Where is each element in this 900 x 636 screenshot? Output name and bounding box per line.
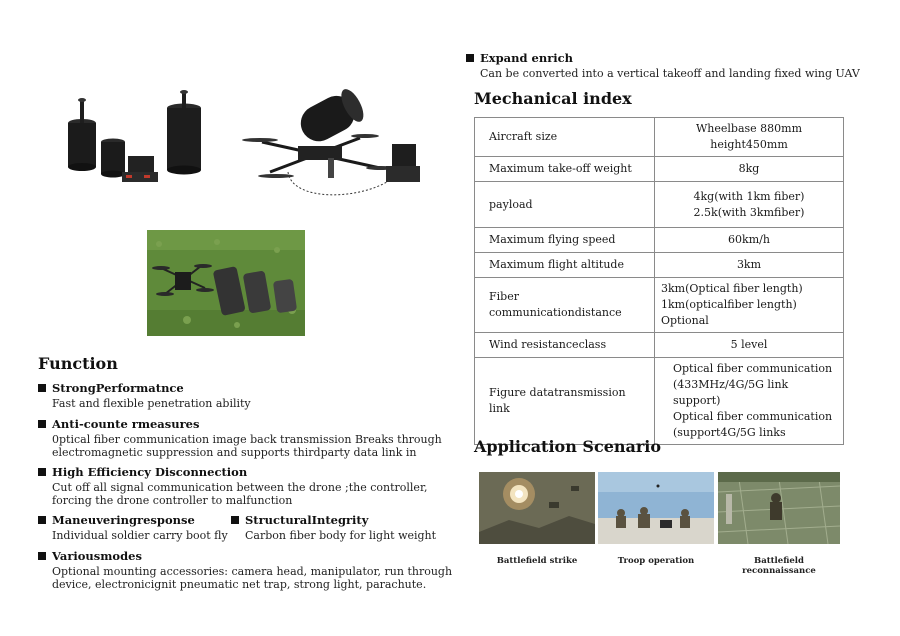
- spec-value-line: Optical fiber communication: [673, 362, 833, 375]
- spec-value-line: 4kg(with 1km fiber): [693, 189, 805, 203]
- scenario-caption: Battlefield reconnaissance: [742, 556, 816, 576]
- spec-value-line: 8kg: [738, 162, 760, 175]
- battlefield-strike-photo: [479, 472, 595, 544]
- spec-key: Aircraft size: [475, 118, 655, 157]
- feature-strong-performance: [38, 381, 438, 410]
- feature-maneuvering-response: [38, 513, 238, 542]
- feature-desc: Can be converted into a vertical takeoff and landing fixed wing UAV: [480, 67, 860, 80]
- scenario-caption: Troop operation: [617, 556, 695, 566]
- feature-various-modes: [38, 549, 458, 591]
- feature-desc: Individual soldier carry boot fly: [52, 529, 228, 542]
- scenario-troop-operation: [598, 472, 714, 566]
- feature-title: StructuralIntegrity: [245, 513, 369, 527]
- spec-value-line: (433MHz/4G/5G link support): [673, 378, 789, 407]
- bullet-square-icon: [38, 468, 46, 476]
- fiber-spool-small: [101, 139, 125, 178]
- spec-value: [655, 358, 844, 445]
- spec-value-line: 3km(Optical fiber length): [661, 282, 803, 295]
- spec-value-line: 5 level: [730, 338, 768, 351]
- spec-value-line: Optical fiber communication: [673, 410, 833, 423]
- scenario-battlefield-reconnaissance: [718, 472, 840, 576]
- spec-key: Fiber communicationdistance: [475, 278, 655, 333]
- spec-value: [655, 118, 844, 157]
- spec-value: [655, 253, 844, 278]
- troop-operation-photo: [598, 472, 714, 544]
- spec-value-line: Wheelbase 880mm height450mm: [695, 122, 803, 151]
- spec-value: [655, 228, 844, 253]
- mechanical-index-heading: Mechanical index: [474, 89, 632, 108]
- table-row: [475, 182, 844, 228]
- field-photo: [147, 230, 305, 336]
- feature-title: Variousmodes: [52, 549, 142, 563]
- spec-value: [655, 157, 844, 182]
- fiber-spool-large: [68, 98, 96, 171]
- bullet-square-icon: [38, 516, 46, 524]
- feature-desc-line-2: electromagnetic suppression and supports thirdparty data link in: [52, 446, 417, 459]
- feature-title: Maneuveringresponse: [52, 513, 195, 527]
- feature-anti-countermeasures: [38, 417, 458, 459]
- feature-title: Expand enrich: [480, 51, 573, 65]
- feature-desc: Fast and flexible penetration ability: [52, 397, 251, 410]
- spec-value-line: 60km/h: [728, 233, 770, 246]
- battlefield-reconnaissance-photo: [718, 472, 840, 544]
- spec-value-line: 2.5k(with 3kmfiber): [693, 205, 805, 219]
- table-row: [475, 228, 844, 253]
- function-heading: Function: [38, 354, 118, 373]
- scenario-caption: Battlefield strike: [496, 556, 578, 566]
- table-row: [475, 333, 844, 358]
- feature-desc-line-1: 0ptical fiber communication image back transmission Breaks through: [52, 433, 442, 446]
- spec-key: payload: [475, 182, 655, 228]
- scenario-battlefield-strike: [479, 472, 595, 566]
- spec-value-line: 3km: [736, 258, 762, 271]
- mechanical-index-table: [474, 117, 844, 445]
- application-scenario-heading: Application Scenario: [474, 437, 662, 456]
- drone-image: [242, 86, 420, 195]
- spec-key: Maximum take-off weight: [475, 157, 655, 182]
- table-row: [475, 253, 844, 278]
- spec-key: Wind resistanceclass: [475, 333, 655, 358]
- spec-value-line: 1km(opticalfiber length) Optional: [661, 298, 797, 327]
- spec-key: Maximum flight altitude: [475, 253, 655, 278]
- feature-high-efficiency-disconnection: [38, 465, 458, 507]
- feature-title: High Efficiency Disconnection: [52, 465, 248, 479]
- feature-desc-line-1: Optional mounting accessories: camera head, manipulator, run through: [52, 565, 453, 578]
- table-row: [475, 118, 844, 157]
- spec-key: Maximum flying speed: [475, 228, 655, 253]
- feature-desc: Carbon fiber body for light weight: [245, 529, 437, 542]
- feature-structural-integrity: [231, 513, 441, 542]
- bullet-square-icon: [38, 384, 46, 392]
- feature-desc-line-1: Cut off all signal communication between the drone ;the controller,: [52, 481, 428, 494]
- fiber-spool-tall: [167, 90, 201, 175]
- bullet-square-icon: [231, 516, 239, 524]
- feature-expand-enrich: [466, 51, 886, 80]
- controller-box: [122, 156, 158, 182]
- feature-desc-line-2: forcing the drone controller to malfunction: [52, 494, 293, 507]
- product-photo: [60, 80, 420, 205]
- spec-value: [655, 278, 844, 333]
- table-row: [475, 358, 844, 445]
- bullet-square-icon: [38, 420, 46, 428]
- spec-value: [655, 182, 844, 228]
- feature-title: Anti-counte rmeasures: [52, 417, 200, 431]
- table-row: [475, 278, 844, 333]
- bullet-square-icon: [466, 54, 474, 62]
- bullet-square-icon: [38, 552, 46, 560]
- spec-value: [655, 333, 844, 358]
- feature-desc-line-2: device, electronicignit pneumatic net trap, strong light, parachute.: [52, 578, 427, 591]
- feature-title: StrongPerformatnce: [52, 381, 184, 395]
- spec-value-line: (support4G/5G links: [673, 426, 786, 439]
- spec-key: Figure datatransmission link: [475, 358, 655, 445]
- table-row: [475, 157, 844, 182]
